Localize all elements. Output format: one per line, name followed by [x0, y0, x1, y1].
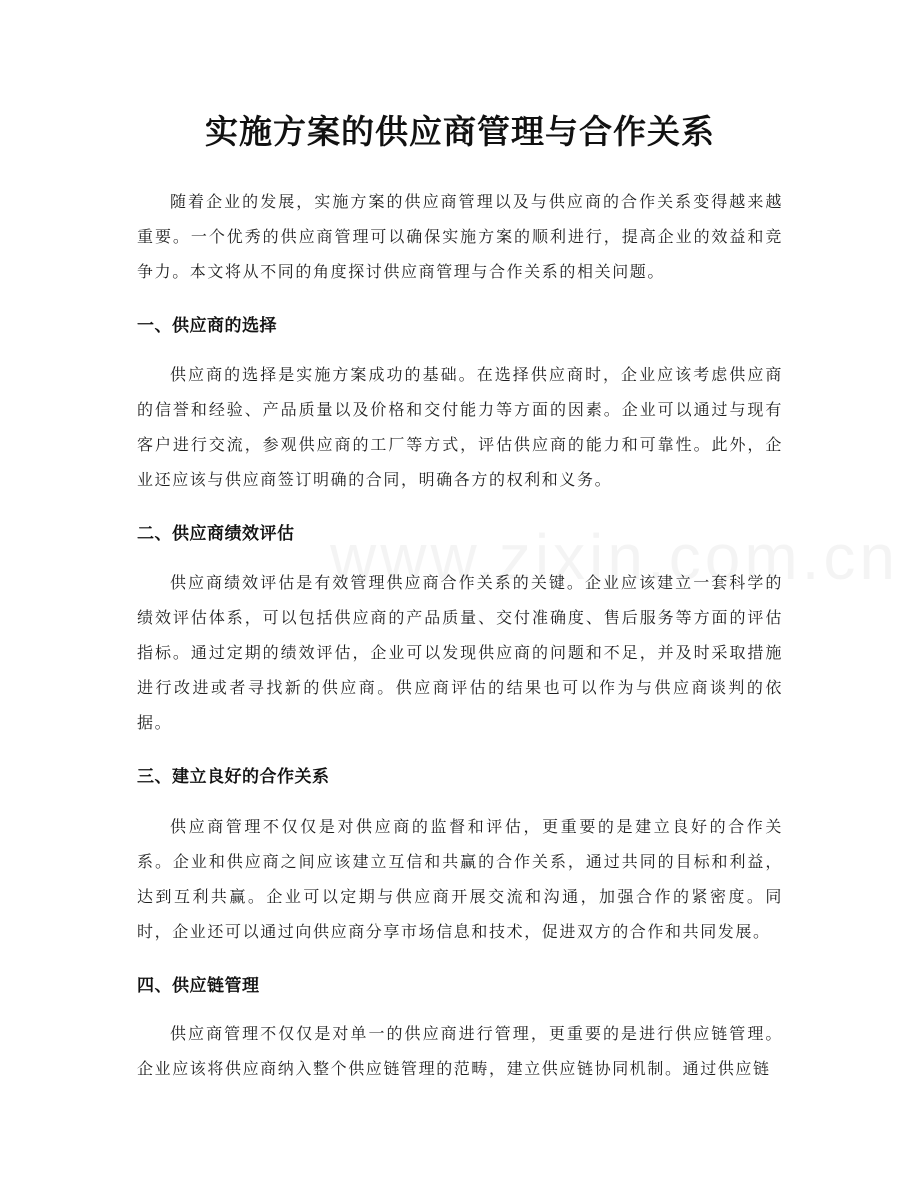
- section-3-body: 供应商管理不仅仅是对供应商的监督和评估，更重要的是建立良好的合作关系。企业和供应商之间应该建立互信和共赢的合作关系，通过共同的目标和利益，达到互利共赢。企业可以定期与供应商开展交流和沟通，加强合作的紧密度。同时，企业还可以通过向供应商分享市场信息和技术，促进双方的合作和共同发展。: [137, 817, 783, 941]
- section-4-body: 供应商管理不仅仅是对单一的供应商进行管理，更重要的是进行供应链管理。企业应该将供应商纳入整个供应链管理的范畴，建立供应链协同机制。通过供应链: [137, 1024, 783, 1078]
- section-2-heading: 二、供应商绩效评估: [137, 524, 295, 544]
- section-1-body: 供应商的选择是实施方案成功的基础。在选择供应商时，企业应该考虑供应商的信誉和经验、产品质量以及价格和交付能力等方面的因素。企业可以通过与现有客户进行交流，参观供应商的工厂等方式，评估供应商的能力和可靠性。此外，企业还应该与供应商签订明确的合同，明确各方的权利和义务。: [137, 365, 783, 489]
- section-2-body: 供应商绩效评估是有效管理供应商合作关系的关键。企业应该建立一套科学的绩效评估体系，可以包括供应商的产品质量、交付准确度、售后服务等方面的评估指标。通过定期的绩效评估，企业可以发现供应商的问题和不足，并及时采取措施进行改进或者寻找新的供应商。供应商评估的结果也可以作为与供应商谈判的依据。: [137, 573, 783, 732]
- section-3-heading: 三、建立良好的合作关系: [137, 767, 330, 787]
- document-title: 实施方案的供应商管理与合作关系: [205, 112, 715, 151]
- section-4-heading: 四、供应链管理: [137, 976, 260, 996]
- intro-paragraph: 随着企业的发展，实施方案的供应商管理以及与供应商的合作关系变得越来越重要。一个优秀的供应商管理可以确保实施方案的顺利进行，提高企业的效益和竞争力。本文将从不同的角度探讨供应商管理与合作关系的相关问题。: [137, 192, 783, 281]
- section-1-heading: 一、供应商的选择: [137, 316, 277, 336]
